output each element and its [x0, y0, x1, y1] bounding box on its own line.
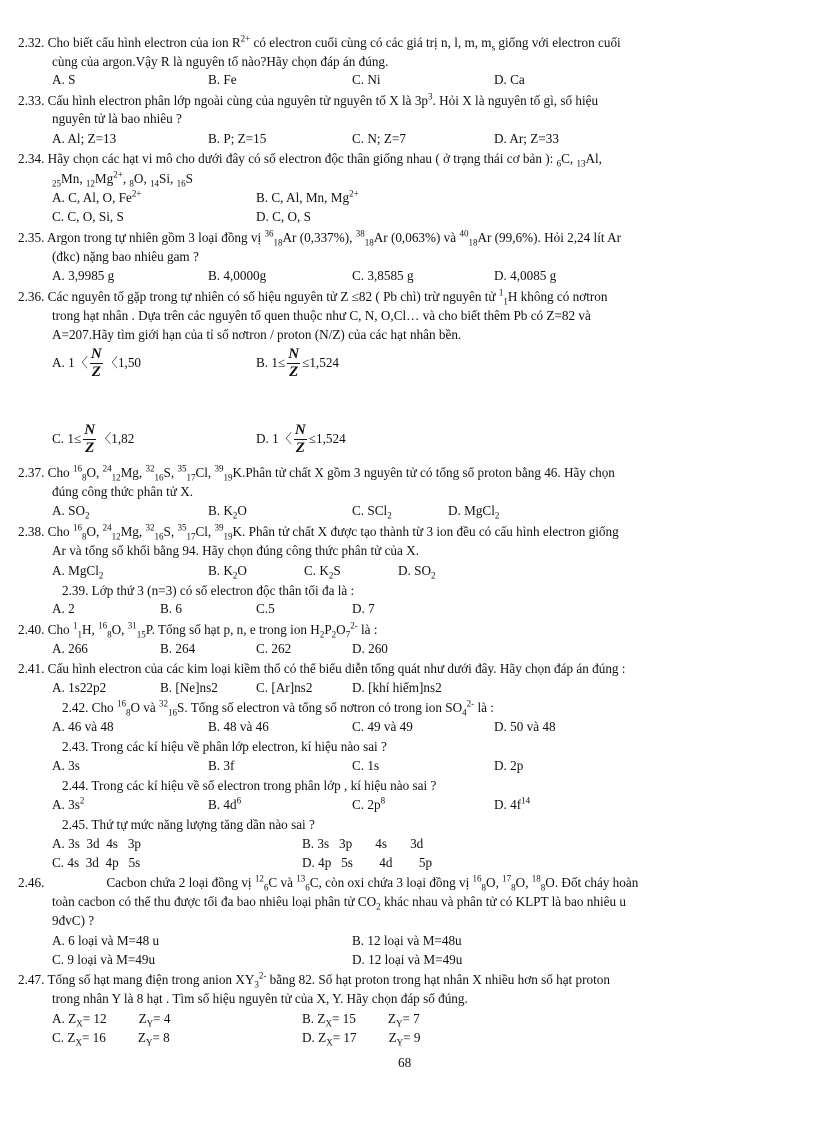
- q236-option-b[interactable]: B. 1≤ $\frac{N}{Z}$ ≤1,524: [256, 346, 339, 381]
- q236-line3: A=207.Hãy tìm giới hạn của tỉ số nơtron / proton (N/Z) của các hạt nhân bền.: [52, 327, 462, 342]
- q246-line1: 2.46. Cacbon chứa 2 loại đồng vị $^{12}_6$C và $^{13}_6$C, còn oxi chứa 3 loại đồng vị $^{16}_8$O, $^{17}_8$O, $^{18}_8$O. Đốt cháy hoàn: [18, 873, 639, 893]
- fraction-n-over-z: $\frac{N}{Z}$: [288, 346, 300, 381]
- q233-option-c[interactable]: C. N; Z=7: [352, 131, 406, 146]
- fraction-n-over-z: $\frac{N}{Z}$: [294, 422, 306, 457]
- q243-line1: 2.43. Trong các kí hiệu về phân lớp electron, kí hiệu nào sai ?: [62, 739, 387, 754]
- q246-option-b[interactable]: B. 12 loại và M=48u: [352, 933, 462, 948]
- q239-option-a[interactable]: A. 2: [52, 601, 75, 616]
- q241-option-d[interactable]: D. [khí hiếm]ns2: [352, 680, 442, 695]
- q242-line1: 2.42. Cho $^{16}_8$O và $^{32}_{16}$S. Tổng số electron và tổng số nơtron có trong ion $SO_4^{2-}$ là :: [62, 698, 494, 718]
- q245-option-c[interactable]: C. 4s 3d 4p 5s: [52, 855, 141, 870]
- q239-option-c[interactable]: C.5: [256, 601, 275, 616]
- q233-line1: 2.33. Cấu hình electron phân lớp ngoài cùng của nguyên tử nguyên tố X là $3p^3$. Hỏi X là nguyên tố gì, số hiệu: [18, 91, 599, 108]
- q238-option-d[interactable]: D. $SO_2$: [398, 563, 436, 581]
- q242-option-b[interactable]: B. 48 và 46: [208, 719, 269, 734]
- q240-option-b[interactable]: B. 264: [160, 641, 196, 656]
- fraction-n-over-z: $\frac{N}{Z}$: [84, 422, 96, 457]
- q238-line2: Ar và tổng số khối bằng 94. Hãy chọn đúng công thức phân tử của X.: [52, 543, 419, 558]
- q245-line1: 2.45. Thứ tự mức năng lượng tăng dần nào sai ?: [62, 817, 315, 832]
- q241-option-a[interactable]: A. 1s22p2: [52, 680, 107, 695]
- q247-option-a[interactable]: A. $Z_X= 12$ $Z_Y= 4$: [52, 1011, 171, 1029]
- q244-option-c[interactable]: C. $2p^8$: [352, 795, 386, 812]
- q238-option-a[interactable]: A. MgCl$_2$: [52, 563, 104, 581]
- q247-line1: 2.47. Tổng số hạt mang điện trong anion $XY_3^{2-}$ bằng 82. Số hạt proton trong hạt nhân X nhiều hơn số hạt proton: [18, 970, 610, 990]
- q245-option-b[interactable]: B. 3s 3p 4s 3d: [302, 836, 424, 851]
- q232-option-b[interactable]: B. Fe: [208, 72, 237, 87]
- q236-option-c[interactable]: C. 1≤ $\frac{N}{Z}$ 〈1,82: [52, 422, 135, 457]
- q235-option-c[interactable]: C. 3,8585 g: [352, 268, 414, 283]
- q241-option-b[interactable]: B. [Ne]ns2: [160, 680, 218, 695]
- page-number: 68: [398, 1055, 412, 1070]
- q233-option-b[interactable]: B. P; Z=15: [208, 131, 267, 146]
- q236-line2: trong hạt nhân . Dựa trên các nguyên tố quen thuộc như C, N, O,Cl… và cho biết thêm Pb có Z=82 và: [52, 308, 591, 323]
- q244-option-b[interactable]: B. $4d^6$: [208, 795, 242, 812]
- q239-option-b[interactable]: B. 6: [160, 601, 182, 616]
- q244-option-a[interactable]: A. $3s^2$: [52, 795, 85, 812]
- q233-option-d[interactable]: D. Ar; Z=33: [494, 131, 559, 146]
- q247-option-b[interactable]: B. $Z_X= 15$ $Z_Y= 7$: [302, 1011, 420, 1029]
- q243-option-d[interactable]: D. 2p: [494, 758, 524, 773]
- q236-option-d[interactable]: D. 1〈 $\frac{N}{Z}$ ≤1,524: [256, 422, 346, 457]
- q240-option-d[interactable]: D. 260: [352, 641, 388, 656]
- q235-line1: 2.35. Argon trong tự nhiên gồm 3 loại đồng vị $^{36}_{18}$Ar (0,337%), $^{38}_{18}$Ar (0,063%) và $^{40}_{18}$Ar (99,6%). Hỏi 2,24 lít Ar: [18, 228, 622, 248]
- q235-option-b[interactable]: B. 4,0000g: [208, 268, 267, 283]
- q245-option-d[interactable]: D. 4p 5s 4d 5p: [302, 855, 433, 870]
- q232-option-a[interactable]: A. S: [52, 72, 76, 87]
- q243-option-c[interactable]: C. 1s: [352, 758, 380, 773]
- q235-option-d[interactable]: D. 4,0085 g: [494, 268, 557, 283]
- q240-option-a[interactable]: A. 266: [52, 641, 88, 656]
- q244-line1: 2.44. Trong các kí hiệu về số electron trong phân lớp , kí hiệu nào sai ?: [62, 778, 437, 793]
- fraction-n-over-z: $\frac{N}{Z}$: [90, 346, 102, 381]
- q240-option-c[interactable]: C. 262: [256, 641, 292, 656]
- q237-option-a[interactable]: A. $SO_2$: [52, 503, 90, 521]
- q234-line1: 2.34. Hãy chọn các hạt vi mô cho dưới đây có số electron độc thân giống nhau ( ở trạng thái cơ bản ): $_6$C, $_{13}$Al,: [18, 151, 602, 169]
- q237-option-d[interactable]: D. MgCl$_2$: [448, 503, 500, 521]
- q242-option-a[interactable]: A. 46 và 48: [52, 719, 114, 734]
- q247-option-d[interactable]: D. $Z_X= 17$ $Z_Y= 9$: [302, 1030, 421, 1048]
- q240-line1: 2.40. Cho $^1_1$H, $^{16}_8$O, $^{31}_{15}$P. Tổng số hạt p, n, e trong ion $H_2P_2O_7^{2-}$ là :: [18, 620, 378, 640]
- q243-option-a[interactable]: A. 3s: [52, 758, 80, 773]
- q232-line2: cùng của argon.Vậy R là nguyên tố nào?Hãy chọn đáp án đúng.: [52, 54, 389, 69]
- q234-option-b[interactable]: B. C, Al, Mn, $Mg^{2+}$: [256, 188, 359, 205]
- q237-line2: đúng công thức phân tử X.: [52, 484, 194, 499]
- q234-line2: $_{25}$Mn, $_{12}Mg^{2+}$, $_8$O, $_{14}$Si, $_{16}$S: [52, 169, 193, 189]
- q242-option-d[interactable]: D. 50 và 48: [494, 719, 556, 734]
- q242-option-c[interactable]: C. 49 và 49: [352, 719, 413, 734]
- q238-option-c[interactable]: C. $K_2S$: [304, 563, 341, 581]
- q236-option-a[interactable]: A. 1〈 $\frac{N}{Z}$ 〈1,50: [52, 346, 142, 381]
- q246-option-c[interactable]: C. 9 loại và M=49u: [52, 952, 156, 967]
- q246-line2: toàn cacbon có thể thu được tối đa bao nhiêu loại phân tử $CO_2$ khác nhau và phân tử có KLPT là bao nhiêu u: [52, 894, 626, 912]
- q239-option-d[interactable]: D. 7: [352, 601, 375, 616]
- q241-option-c[interactable]: C. [Ar]ns2: [256, 680, 313, 695]
- q245-option-a[interactable]: A. 3s 3d 4s 3p: [52, 836, 142, 851]
- q247-option-c[interactable]: C. $Z_X= 16$ $Z_Y= 8$: [52, 1030, 170, 1048]
- q234-option-a[interactable]: A. C, Al, O, $Fe^{2+}$: [52, 188, 142, 205]
- q238-line1: 2.38. Cho $^{16}_8$O, $^{24}_{12}$Mg, $^{32}_{16}$S, $^{35}_{17}$Cl, $^{39}_{19}$K. Phân tử chất X được tạo thành từ 3 ion đều có cấu hình electron giống: [18, 522, 619, 542]
- q237-line1: 2.37. Cho $^{16}_8$O, $^{24}_{12}$Mg, $^{32}_{16}$S, $^{35}_{17}$Cl, $^{39}_{19}$K.Phân tử chất X gồm 3 nguyên tử có tổng số proton bằng 46. Hãy chọn: [18, 463, 615, 483]
- q246-option-d[interactable]: D. 12 loại và M=49u: [352, 952, 463, 967]
- q246-line3: 9đvC) ?: [52, 913, 95, 928]
- q247-line2: trong nhân Y là 8 hạt . Tìm số hiệu nguyên tử của X, Y. Hãy chọn đáp số đúng.: [52, 991, 468, 1006]
- q237-option-b[interactable]: B. $K_2O$: [208, 503, 247, 521]
- q246-option-a[interactable]: A. 6 loại và M=48 u: [52, 933, 160, 948]
- q235-option-a[interactable]: A. 3,9985 g: [52, 268, 115, 283]
- q232-line1: 2.32. Cho biết cấu hình electron của ion $R^{2+}$ có electron cuối cùng có các giá trị n, l, m, $m_s$ giống với electron cuối: [18, 33, 621, 53]
- q235-line2: (đkc) nặng bao nhiêu gam ?: [52, 249, 199, 264]
- q239-line1: 2.39. Lớp thứ 3 (n=3) có số electron độc thân tối đa là :: [62, 583, 355, 598]
- q236-line1: 2.36. Các nguyên tố gặp trong tự nhiên có số hiệu nguyên tử Z ≤82 ( Pb chì) trừ nguyên tử $^1_1$H không có nơtron: [18, 287, 608, 307]
- q234-option-c[interactable]: C. C, O, Si, S: [52, 209, 124, 224]
- q241-line1: 2.41. Cấu hình electron của các kim loại kiềm thổ có thể biểu diễn tổng quát như dưới đây. Hãy chọn đáp án đúng :: [18, 661, 626, 676]
- q234-option-d[interactable]: D. C, O, S: [256, 209, 311, 224]
- q232-option-d[interactable]: D. Ca: [494, 72, 525, 87]
- q238-option-b[interactable]: B. $K_2O$: [208, 563, 247, 581]
- q232-option-c[interactable]: C. Ni: [352, 72, 381, 87]
- q237-option-c[interactable]: C. SCl$_2$: [352, 503, 392, 521]
- q233-line2: nguyên tử là bao nhiêu ?: [52, 111, 182, 126]
- q244-option-d[interactable]: D. $4f^{14}$: [494, 795, 531, 812]
- q233-option-a[interactable]: A. Al; Z=13: [52, 131, 117, 146]
- q243-option-b[interactable]: B. 3f: [208, 758, 235, 773]
